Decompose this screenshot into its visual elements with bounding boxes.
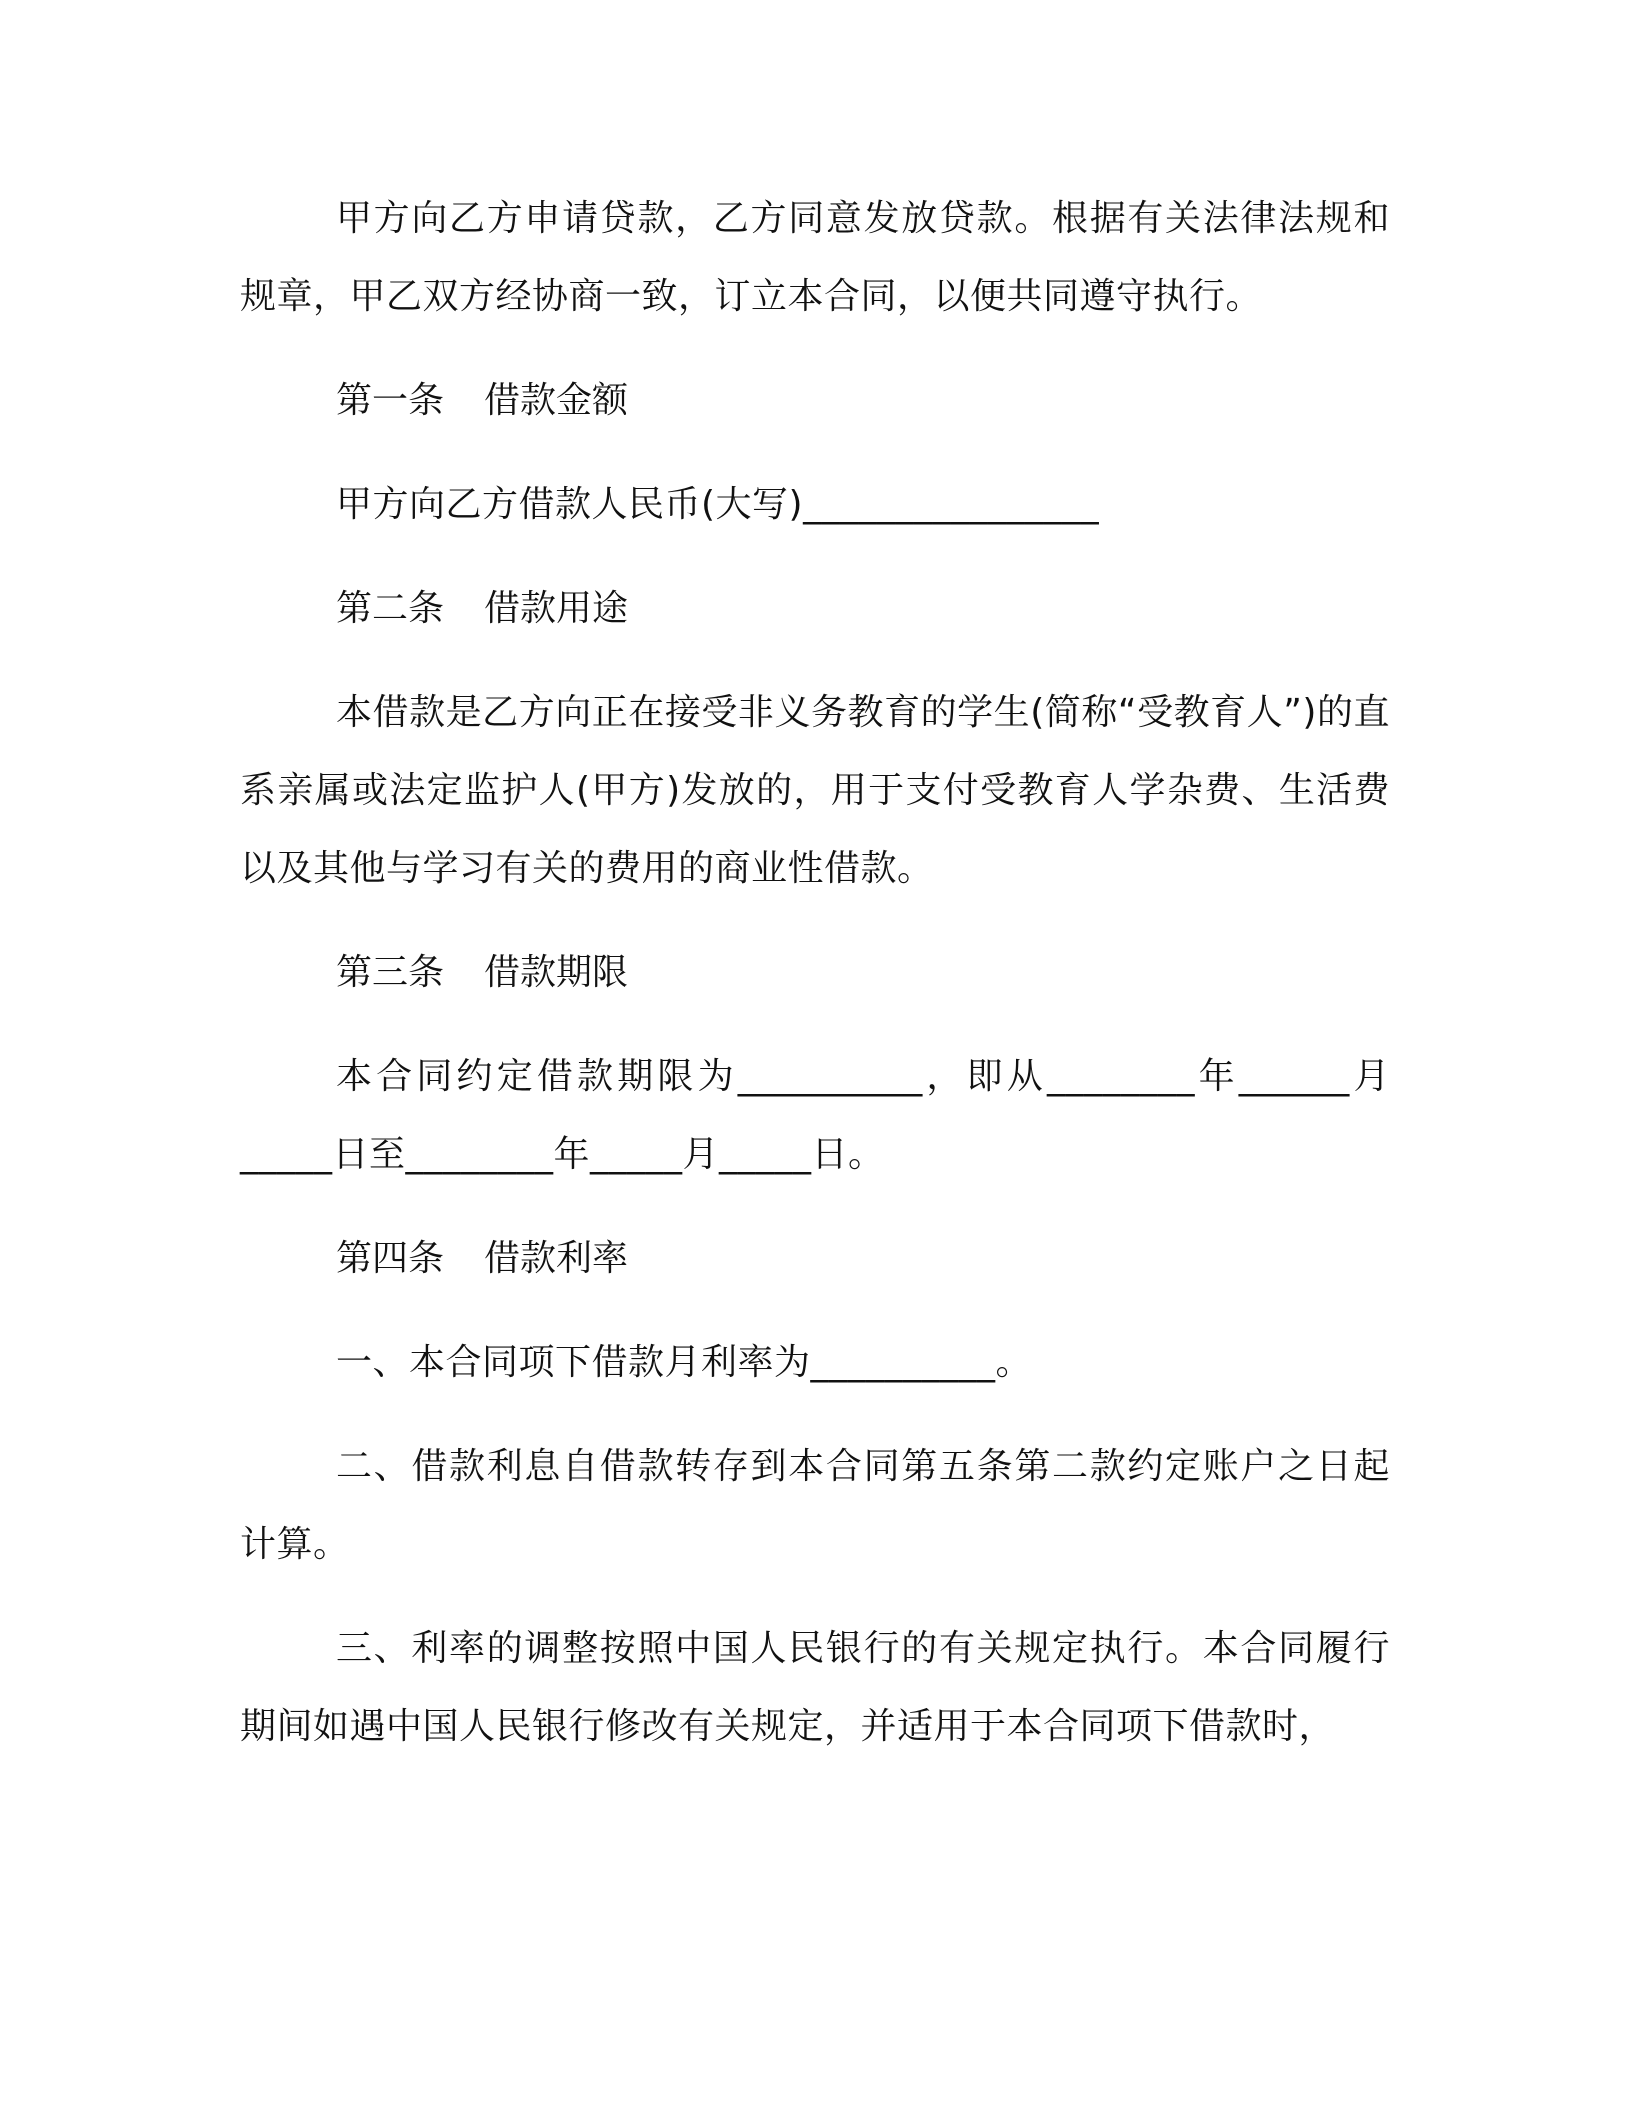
paragraph-interest-rate-1: 一、本合同项下借款月利率为__________。 [336,1342,1033,1383]
document-body [240,180,1390,1792]
article-number: 第四条 [336,1238,445,1279]
article-1-heading [240,362,1390,440]
article-3-heading [240,934,1390,1012]
article-number: 第三条 [336,952,445,993]
article-number: 第一条 [336,380,445,421]
paragraph-loan-purpose: 本借款是乙方向正在接受非义务教育的学生(简称“受教育人”)的直系亲属或法定监护人(甲方)发放的，用于支付受教育人学杂费、生活费以及其他与学习有关的费用的商业性借款。 [240,692,1390,889]
paragraph-preamble: 甲方向乙方申请贷款，乙方同意发放贷款。根据有关法律法规和规章，甲乙双方经协商一致，订立本合同，以便共同遵守执行。 [240,198,1390,317]
article-number: 第二条 [336,588,445,629]
article-title: 借款金额 [484,380,629,421]
article-title: 借款用途 [484,588,629,629]
article-2-heading [240,570,1390,648]
article-title: 借款期限 [484,952,629,993]
article-title: 借款利率 [484,1238,629,1279]
paragraph-interest-rate-3: 三、利率的调整按照中国人民银行的有关规定执行。本合同履行期间如遇中国人民银行修改有关规定，并适用于本合同项下借款时， [240,1628,1390,1747]
article-4-heading [240,1220,1390,1298]
paragraph-loan-amount: 甲方向乙方借款人民币(大写)________________ [336,484,1100,525]
paragraph-interest-rate-2: 二、借款利息自借款转存到本合同第五条第二款约定账户之日起计算。 [240,1446,1390,1565]
paragraph-loan-term: 本合同约定借款期限为__________，即从________年______月_____日至________年_____月_____日。 [240,1056,1390,1175]
